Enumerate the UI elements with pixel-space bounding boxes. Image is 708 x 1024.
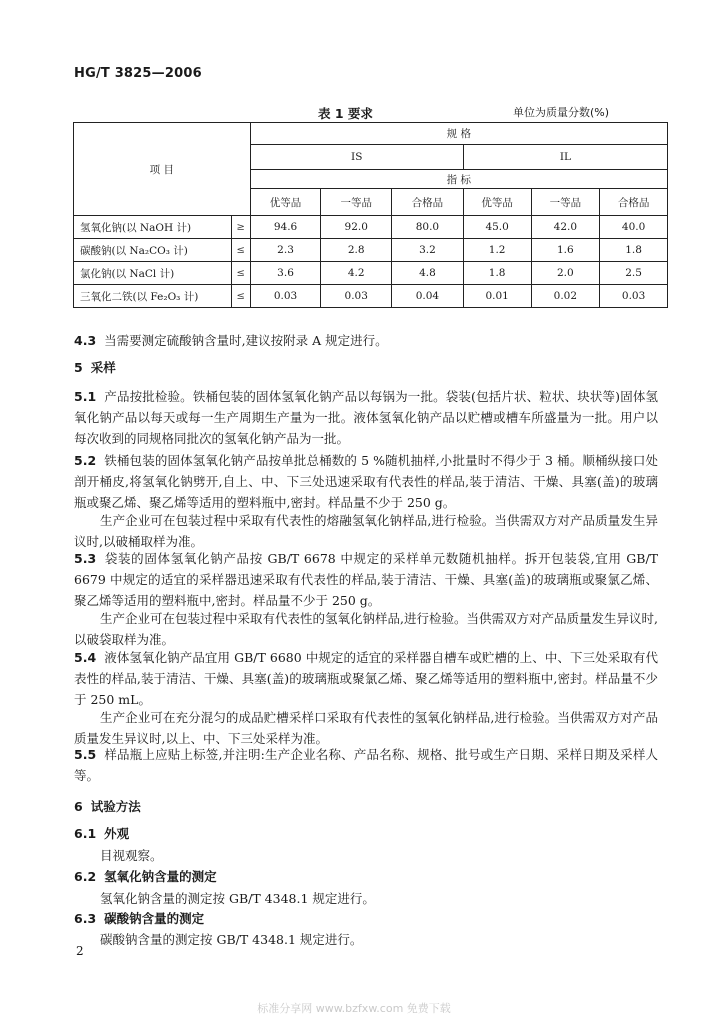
cell-value: 2.3 xyxy=(250,239,321,262)
clause-text: 生产企业可在包装过程中采取有代表性的氢氧化钠样品,进行检验。当供需双方对产品质量发生异议时,以破袋取样为准。 xyxy=(74,611,658,647)
table-row xyxy=(74,216,668,239)
header-spec: 规 格 xyxy=(250,123,667,145)
cell-value: 0.03 xyxy=(250,285,321,308)
header-il: IL xyxy=(463,145,667,170)
standard-code: HG/T 3825—2006 xyxy=(74,66,202,81)
table-row xyxy=(74,239,668,262)
row-item: 氯化钠(以 NaCl 计) xyxy=(74,262,232,285)
cell-value: 80.0 xyxy=(392,216,464,239)
cell-value: 1.6 xyxy=(531,239,600,262)
clause-text: 生产企业可在充分混匀的成品贮槽采样口采取有代表性的氢氧化钠样品,进行检验。当供需双方对产品质量发生异议时,以上、中、下三处采样为准。 xyxy=(74,710,658,746)
clause-text: 当需要测定硫酸钠含量时,建议按附录 A 规定进行。 xyxy=(104,333,388,348)
clause-text: 产品按批检验。铁桶包装的固体氢氧化钠产品以每锅为一批。袋装(包括片状、粒状、块状等)固体氢氧化钠产品以每天或每一生产周期生产量为一批。液体氢氧化钠产品以贮槽或槽车所盛量为一批。用户以每次收到的同规格同批次的氢氧化钠产品为一批。 xyxy=(74,389,658,446)
cell-value: 45.0 xyxy=(463,216,531,239)
cell-value: 40.0 xyxy=(600,216,668,239)
cell-value: 0.02 xyxy=(531,285,600,308)
clause-title: 氢氧化钠含量的测定 xyxy=(104,869,217,884)
grade-header: 一等品 xyxy=(531,189,600,216)
table-row xyxy=(74,285,668,308)
clause-5-1 xyxy=(74,386,658,449)
clause-text: 生产企业可在包装过程中采取有代表性的熔融氢氧化钠样品,进行检验。当供需双方对产品质量发生异议时,以破桶取样为准。 xyxy=(74,513,658,549)
row-mark: ≤ xyxy=(231,285,250,308)
cell-value: 0.04 xyxy=(392,285,464,308)
section-title: 采样 xyxy=(90,360,116,375)
row-item: 碳酸钠(以 Na₂CO₃ 计) xyxy=(74,239,232,262)
cell-value: 0.01 xyxy=(463,285,531,308)
clause-4-3 xyxy=(74,330,658,351)
cell-value: 2.5 xyxy=(600,262,668,285)
row-mark: ≥ xyxy=(231,216,250,239)
header-project: 项 目 xyxy=(74,123,251,216)
clause-number: 5.3 xyxy=(74,551,97,566)
clause-5-3-note xyxy=(74,608,658,650)
grade-header: 一等品 xyxy=(321,189,392,216)
row-mark: ≤ xyxy=(231,239,250,262)
section-number: 5 xyxy=(74,360,83,375)
clause-5-4 xyxy=(74,647,658,710)
section-6-heading xyxy=(74,797,141,817)
clause-text: 液体氢氧化钠产品宜用 GB/T 6680 中规定的适宜的采样器自槽车或贮槽的上、中、下三处采取有代表性的样品,装于清洁、干燥、具塞(盖)的玻璃瓶或聚氯乙烯、聚乙烯等适用的塑料瓶中,密封。样品量不少于 250 mL。 xyxy=(74,650,658,707)
cell-value: 3.2 xyxy=(392,239,464,262)
section-5-heading xyxy=(74,358,116,378)
cell-value: 1.8 xyxy=(463,262,531,285)
clause-5-2 xyxy=(74,450,658,513)
cell-value: 4.8 xyxy=(392,262,464,285)
header-index: 指 标 xyxy=(250,170,667,189)
table-unit: 单位为质量分数(%) xyxy=(513,106,610,119)
clause-title: 外观 xyxy=(104,826,130,841)
cell-value: 2.8 xyxy=(321,239,392,262)
clause-6-1-heading xyxy=(74,824,129,844)
section-number: 6 xyxy=(74,799,83,814)
clause-number: 4.3 xyxy=(74,333,97,348)
clause-6-1-text: 目视观察。 xyxy=(100,848,163,863)
clause-6-2-heading xyxy=(74,867,217,887)
cell-value: 92.0 xyxy=(321,216,392,239)
table-caption: 表 1 要求 xyxy=(318,106,373,121)
cell-value: 1.2 xyxy=(463,239,531,262)
row-mark: ≤ xyxy=(231,262,250,285)
clause-number: 5.2 xyxy=(74,453,97,468)
watermark: 标准分享网 www.bzfxw.com 免费下载 xyxy=(257,1002,451,1015)
clause-number: 6.1 xyxy=(74,826,97,841)
clause-number: 6.2 xyxy=(74,869,97,884)
clause-title: 碳酸钠含量的测定 xyxy=(104,911,205,926)
cell-value: 0.03 xyxy=(321,285,392,308)
clause-5-5 xyxy=(74,744,658,786)
grade-header: 优等品 xyxy=(250,189,321,216)
table-row xyxy=(74,262,668,285)
cell-value: 2.0 xyxy=(531,262,600,285)
grade-header: 合格品 xyxy=(600,189,668,216)
cell-value: 0.03 xyxy=(600,285,668,308)
clause-6-3-text: 碳酸钠含量的测定按 GB/T 4348.1 规定进行。 xyxy=(100,932,363,947)
clause-number: 6.3 xyxy=(74,911,97,926)
grade-header: 合格品 xyxy=(392,189,464,216)
clause-number: 5.5 xyxy=(74,747,97,762)
clause-6-3-heading xyxy=(74,909,204,929)
clause-5-4-note xyxy=(74,707,658,749)
cell-value: 3.6 xyxy=(250,262,321,285)
clause-text: 袋装的固体氢氧化钠产品按 GB/T 6678 中规定的采样单元数随机抽样。拆开包装袋,宜用 GB/T 6679 中规定的适宜的采样器迅速采取有代表性的样品,装于清洁、干燥、具塞(盖)的玻璃瓶或聚氯乙烯、聚乙烯等适用的塑料瓶中,密封。样品量不少于 250 g。 xyxy=(74,551,658,608)
clause-text: 铁桶包装的固体氢氧化钠产品按单批总桶数的 5 %随机抽样,小批量时不得少于 3 桶。顺桶纵接口处剖开桶皮,将氢氧化钠劈开,自上、中、下三处迅速采取有代表性的样品,装于清洁、干燥、具塞(盖)的玻璃瓶或聚乙烯、聚乙烯等适用的塑料瓶中,密封。样品量不少于 250 g。 xyxy=(74,453,658,510)
section-title: 试验方法 xyxy=(90,799,141,814)
page-number: 2 xyxy=(76,944,84,958)
clause-text: 样品瓶上应贴上标签,并注明:生产企业名称、产品名称、规格、批号或生产日期、采样日期及采样人等。 xyxy=(74,747,658,783)
cell-value: 42.0 xyxy=(531,216,600,239)
cell-value: 94.6 xyxy=(250,216,321,239)
cell-value: 1.8 xyxy=(600,239,668,262)
clause-5-2-note xyxy=(74,510,658,552)
requirements-table xyxy=(73,122,668,308)
row-item: 氢氧化钠(以 NaOH 计) xyxy=(74,216,232,239)
grade-header: 优等品 xyxy=(463,189,531,216)
clause-number: 5.1 xyxy=(74,389,97,404)
header-is: IS xyxy=(250,145,463,170)
clause-6-2-text: 氢氧化钠含量的测定按 GB/T 4348.1 规定进行。 xyxy=(100,891,375,906)
clause-number: 5.4 xyxy=(74,650,97,665)
clause-5-3 xyxy=(74,548,658,611)
cell-value: 4.2 xyxy=(321,262,392,285)
row-item: 三氧化二铁(以 Fe₂O₃ 计) xyxy=(74,285,232,308)
